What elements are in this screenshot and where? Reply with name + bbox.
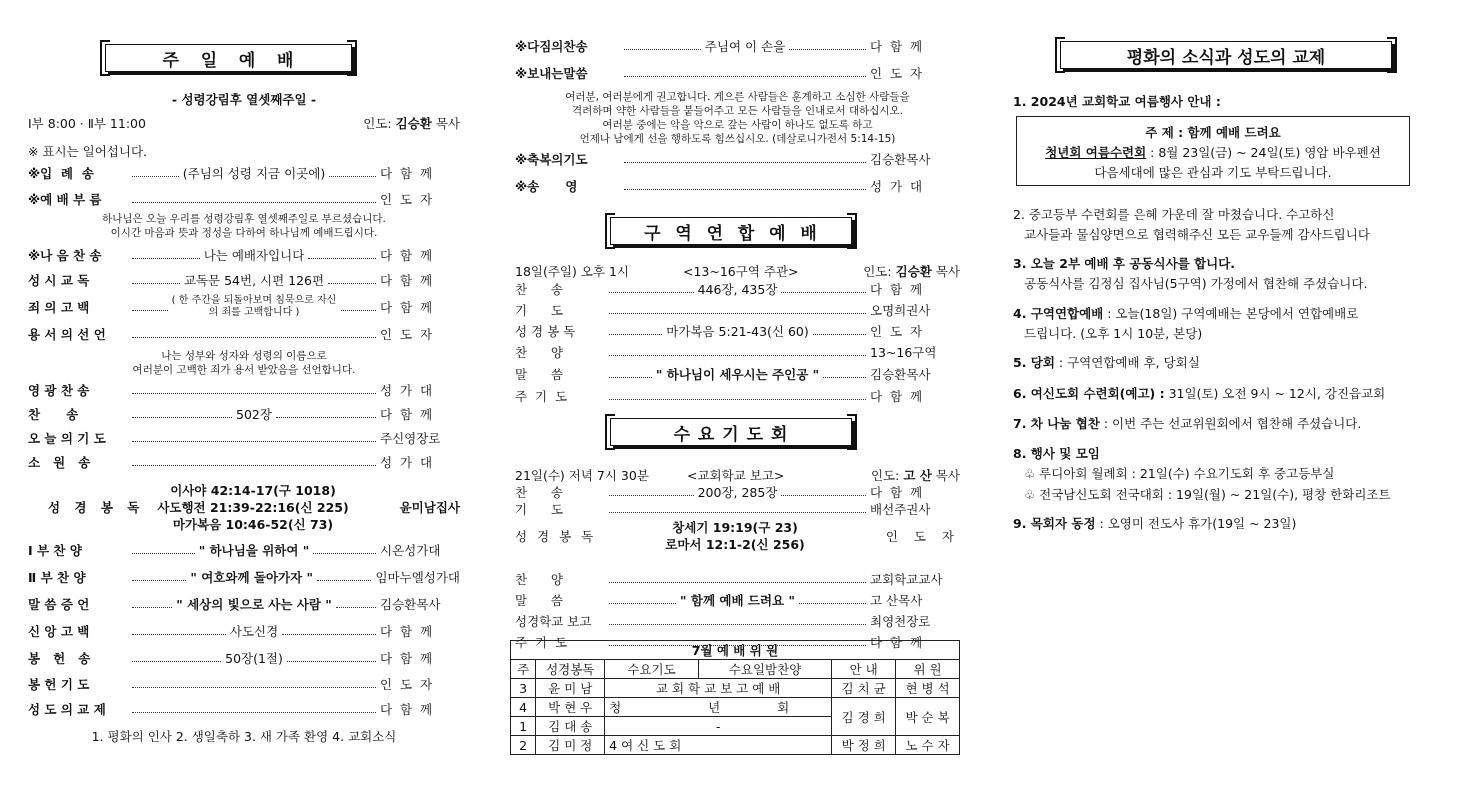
table-cell: 4 여 신 도 회	[605, 736, 832, 755]
news-6-text: 31일(토) 오전 9시 ~ 12시, 강진읍교회	[1164, 386, 1386, 401]
leader-name: 고 산	[903, 468, 932, 483]
standing-note: ※ 표시는 일어섭니다.	[28, 144, 147, 159]
table-cell: 김 경 희	[832, 698, 896, 736]
order-row	[515, 300, 960, 320]
order-row	[28, 621, 460, 641]
order-person: 다 함 께	[380, 300, 433, 315]
order-detail: 50장(1절)	[225, 651, 283, 666]
wednesday-reading-2: 로마서 12:1-2(신 256)	[665, 537, 805, 552]
order-row	[515, 386, 960, 406]
leader-dots	[799, 603, 866, 604]
order-label: 죄 의 고 백	[28, 300, 90, 315]
district-leader	[863, 262, 960, 280]
leader-dots	[781, 495, 866, 496]
order-detail: " 하나님을 위하여 "	[198, 543, 310, 558]
order-label: 봉 헌 송	[28, 651, 91, 666]
table-cell: 4	[511, 698, 536, 717]
order-label: ※예 배 부 름	[28, 192, 102, 207]
order-row	[28, 380, 460, 400]
leader-dots	[317, 580, 371, 581]
news-3-title: 3. 오늘 2부 예배 후 공동식사를 합니다.	[1013, 256, 1236, 271]
order-row	[28, 674, 460, 694]
order-row	[515, 176, 960, 196]
order-label: Ⅰ 부 찬 양	[28, 543, 82, 558]
leader-dots	[624, 49, 701, 50]
box-retreat	[1017, 143, 1409, 161]
leader-title: 목사	[935, 468, 960, 483]
order-row	[515, 499, 960, 519]
order-label: 봉 헌 기 도	[28, 677, 90, 692]
news-2b: 교사들과 물심양면으로 협력해주신 모든 교우들께 감사드립니다	[1024, 227, 1370, 242]
news-4-text: : 오늘(18일) 구역예배는 본당에서 연합예배로	[1103, 306, 1359, 321]
order-detail: 446장, 435장	[697, 282, 778, 297]
table-cell: 박 순 복	[896, 698, 960, 736]
order-label: 기 도	[515, 303, 563, 318]
leader-dots	[282, 634, 376, 635]
pardon-text-1: 나는 성부와 성자와 성령의 이름으로	[161, 350, 327, 362]
order-person: 다 함 께	[380, 624, 433, 639]
order-row	[515, 321, 960, 341]
order-person: 최영천장로	[870, 614, 931, 629]
order-label: ※입 례 송	[28, 166, 94, 181]
order-detail: 사도신경	[229, 624, 279, 639]
sending-text-3: 여러분 중에는 악을 악으로 갚는 사람이 하나도 없도록 하고	[602, 119, 873, 131]
summer-event-box	[1016, 116, 1410, 186]
order-row	[28, 324, 460, 344]
order-detail: 마가복음 5:21-43(신 60)	[666, 324, 809, 339]
order-label: 주 기 도	[515, 635, 568, 650]
leader-dots	[789, 49, 866, 50]
reading-who: 윤미남집사	[399, 500, 460, 515]
worship-committee-table	[510, 640, 960, 755]
order-row	[515, 364, 960, 384]
wednesday-reading-who: 인 도 자	[885, 529, 960, 544]
order-detail: " 함께 예배 드려요 "	[680, 593, 795, 608]
table-cell: 김 치 균	[832, 679, 896, 698]
header-cell: 안 내	[832, 660, 896, 679]
leader-dots	[132, 417, 232, 418]
news-5-title: 5. 당회	[1013, 355, 1055, 370]
order-row	[28, 189, 460, 209]
reading-2: 사도행전 21:39-22:16(신 225)	[157, 500, 349, 515]
table-cell	[605, 698, 832, 717]
order-label: 주 기 도	[515, 389, 568, 404]
news-banner	[1060, 41, 1392, 69]
order-label: 성 시 교 독	[28, 273, 90, 288]
call-text-1: 하나님은 오늘 우리를 성령강림후 열셋째주일로 부르셨습니다.	[102, 213, 386, 225]
order-person: 김승환목사	[870, 367, 931, 382]
order-label: ※송 영	[515, 179, 578, 194]
box-retreat-detail: : 8월 23일(금) ~ 24일(토) 영암 바우펜션	[1146, 145, 1381, 160]
order-label: Ⅱ 부 찬 양	[28, 570, 86, 585]
header-cell: 주	[511, 660, 536, 679]
leader-title: 목사	[935, 264, 960, 279]
table-row	[511, 698, 960, 717]
order-person: 다 함 께	[380, 702, 433, 717]
leader-dots	[132, 712, 376, 713]
order-label: 기 도	[515, 502, 563, 517]
order-detail: 교독문 54번, 시편 126편	[183, 273, 325, 288]
order-detail: 주님여 이 손을	[704, 39, 786, 54]
order-row	[515, 149, 960, 169]
order-label: 찬 송	[515, 485, 563, 500]
table-row	[511, 736, 960, 755]
leader-dots	[132, 258, 200, 259]
news-4b: 드립니다. (오후 1시 10분, 본당)	[1024, 326, 1203, 341]
order-row	[515, 342, 960, 362]
table-cell: 현 병 석	[896, 679, 960, 698]
table-cell: 교 회 학 교 보 고 예 배	[605, 679, 832, 698]
table-cell: 윤 미 남	[536, 679, 605, 698]
order-person: 인 도 자	[870, 324, 923, 339]
leader-dots	[609, 334, 662, 335]
table-cell: 김 대 송	[536, 717, 605, 736]
sending-text-1: 여러분, 여러분에게 권고합니다. 게으른 사람들은 훈계하고 소심한 사람들을	[565, 91, 910, 103]
order-person: 고 산목사	[870, 593, 923, 608]
order-row	[28, 297, 460, 317]
order-row	[28, 699, 460, 719]
leader-dots	[609, 377, 652, 378]
order-label: 성경학교 보고	[515, 614, 592, 629]
table-cell-part: 년	[708, 700, 721, 715]
order-person: 성 가 대	[870, 179, 923, 194]
table-cell: 김 미 정	[536, 736, 605, 755]
news-7-text: : 이번 주는 선교위원회에서 협찬해 주셨습니다.	[1099, 416, 1362, 431]
order-person: 성 가 대	[380, 455, 433, 470]
order-person: 다 함 께	[870, 485, 923, 500]
leader-dots	[609, 313, 866, 314]
order-person: 인 도 자	[380, 327, 433, 342]
leader-dots	[132, 607, 172, 608]
leader-dots	[329, 176, 376, 177]
table-cell: 2	[511, 736, 536, 755]
order-detail: " 하나님이 세우시는 주인공 "	[655, 367, 820, 382]
news-4-title: 4. 구역연합예배	[1013, 306, 1104, 321]
order-label: 영 광 찬 송	[28, 383, 90, 398]
order-label: 말 씀	[515, 593, 563, 608]
leader-dots	[609, 355, 866, 356]
leader-dots	[336, 607, 376, 608]
leader-dots	[609, 399, 866, 400]
order-label: 소 원 송	[28, 455, 91, 470]
wednesday-reading-1: 창세기 19:19(구 23)	[672, 520, 798, 535]
leader-dots	[132, 441, 376, 442]
order-detail: " 여호와께 돌아가자 "	[190, 570, 314, 585]
reading-label: 성 경 봉 독	[48, 500, 145, 515]
leader-dots	[132, 393, 376, 394]
fellowship-order: 1. 평화의 인사 2. 생일축하 3. 새 가족 환영 4. 교회소식	[91, 729, 397, 744]
order-detail: 나는 예배자입니다	[203, 248, 305, 263]
leader-dots	[609, 512, 866, 513]
leader-dots	[132, 310, 168, 311]
order-row	[515, 36, 960, 56]
leader-dots	[609, 624, 866, 625]
order-label: 찬 송	[515, 282, 563, 297]
order-row	[28, 594, 460, 614]
news-9	[1013, 514, 1296, 532]
order-label: 성 도 의 교 제	[28, 702, 106, 717]
leader-dots	[313, 553, 376, 554]
order-detail: 502장	[236, 407, 272, 422]
order-row	[28, 270, 460, 290]
order-row	[28, 540, 460, 560]
order-row	[28, 404, 460, 424]
order-person: 오명희권사	[870, 303, 931, 318]
order-person: 시온성가대	[380, 543, 441, 558]
wednesday-prayer-banner	[610, 418, 852, 446]
order-person: 다 함 께	[380, 248, 433, 263]
leader-dots	[624, 76, 866, 77]
order-label: 말 씀 증 언	[28, 597, 90, 612]
leader-label: 인도:	[363, 116, 392, 131]
order-person: 임마누엘성가대	[375, 570, 460, 585]
call-text-2: 이시간 마음과 뜻과 정성을 다하여 하나님께 예배드립시다.	[110, 227, 378, 239]
banner-text: 구 역 연 합 예 배	[644, 223, 818, 244]
leader-dots	[132, 337, 376, 338]
table-cell-part: 청	[609, 700, 622, 715]
leader-dots	[287, 661, 376, 662]
order-row	[28, 245, 460, 265]
news-6-title: 6. 여신도회 수련회(예고) :	[1013, 386, 1165, 401]
table-cell: 박 현 우	[536, 698, 605, 717]
order-label: 찬 양	[515, 572, 563, 587]
order-label: 신 앙 고 백	[28, 624, 90, 639]
news-8a: ♧ 루디아회 월례회 : 21일(수) 수요기도회 후 중고등부실	[1024, 466, 1335, 481]
wednesday-host: <교회학교 보고>	[687, 468, 785, 483]
district-time: 18일(주일) 오후 1시	[515, 264, 630, 279]
reading-1: 이사야 42:14-17(구 1018)	[170, 483, 336, 498]
order-person: 다 함 께	[380, 166, 433, 181]
order-person: 인 도 자	[380, 192, 433, 207]
order-person: 김승환목사	[870, 152, 931, 167]
order-label: 찬 송	[28, 407, 79, 422]
leader-name: 김승환	[395, 116, 432, 131]
leader-dots	[328, 283, 376, 284]
leader-dots	[276, 417, 376, 418]
district-worship-banner	[610, 217, 852, 245]
leader-dots	[132, 634, 226, 635]
order-label: 찬 양	[515, 345, 563, 360]
news-5	[1013, 353, 1200, 371]
order-label: 성 경 봉 독	[515, 324, 576, 339]
table-title: 7월 예 배 위 원	[511, 641, 960, 660]
table-cell: 1	[511, 717, 536, 736]
table-cell-part: 회	[777, 700, 790, 715]
order-row	[515, 279, 960, 299]
order-row	[515, 63, 960, 83]
header-cell: 성경봉독	[536, 660, 605, 679]
leader-dots	[132, 202, 376, 203]
news-9-text: : 오영미 전도사 휴가(19일 ~ 23일)	[1095, 516, 1297, 531]
leader-dots	[624, 162, 866, 163]
news-5-text: : 구역연합예배 후, 당회실	[1054, 355, 1200, 370]
order-person: 인 도 자	[870, 66, 923, 81]
leader	[363, 114, 460, 132]
leader-dots	[132, 580, 186, 581]
news-2a: 2. 중고등부 수련회를 은혜 가운데 잘 마쳤습니다. 수고하신	[1013, 207, 1335, 222]
news-3b: 공동식사를 김정심 집사님(5구역) 가정에서 협찬해 주셨습니다.	[1024, 276, 1368, 291]
table-row	[511, 679, 960, 698]
order-detail: 200장, 285장	[697, 485, 778, 500]
news-8b: ♧ 전국남신도회 전국대회 : 19일(월) ~ 21일(수), 평창 한화리조트	[1024, 487, 1391, 502]
leader-dots	[609, 292, 694, 293]
subtitle: - 성령강림후 열셋째주일 -	[171, 92, 317, 107]
leader-dots	[308, 258, 376, 259]
banner-text: 평화의 소식과 성도의 교제	[1126, 47, 1326, 68]
leader-dots	[132, 283, 180, 284]
leader-dots	[823, 377, 866, 378]
order-person: 교회학교교사	[870, 572, 943, 587]
pardon-text-2: 여러분이 고백한 죄가 용서 받았음을 선언합니다.	[132, 364, 356, 376]
order-row	[28, 452, 460, 472]
leader-title: 목사	[435, 116, 460, 131]
banner-text: 수 요 기 도 회	[673, 424, 789, 445]
order-row	[28, 567, 460, 587]
leader-dots	[132, 661, 221, 662]
wednesday-time: 21일(수) 저녁 7시 30분	[515, 468, 649, 483]
order-label: 말 씀	[515, 367, 563, 382]
leader-name: 김승환	[895, 264, 932, 279]
leader-dots	[609, 582, 866, 583]
order-detail: (주님의 성령 지금 이곳에)	[182, 166, 326, 181]
leader-label: 인도:	[863, 264, 892, 279]
leader-dots	[813, 334, 866, 335]
order-person: 13~16구역	[870, 345, 937, 360]
order-row	[28, 428, 460, 448]
leader-dots	[132, 465, 376, 466]
district-host: <13~16구역 주관>	[683, 264, 799, 279]
table-cell: 노 수 자	[896, 736, 960, 755]
order-person: 다 함 께	[380, 273, 433, 288]
leader-dots	[624, 189, 866, 190]
order-person: 배선주권사	[870, 502, 931, 517]
box-retreat-name: 청년회 여름수련회	[1045, 145, 1147, 160]
news-8-title: 8. 행사 및 모임	[1013, 446, 1100, 461]
order-label: 용 서 의 선 언	[28, 327, 106, 342]
order-person: 다 함 께	[870, 389, 923, 404]
sunday-worship-banner	[105, 44, 352, 72]
news-7	[1013, 414, 1361, 432]
order-row	[515, 569, 960, 589]
order-person: 다 함 께	[870, 39, 923, 54]
news-4a	[1013, 304, 1358, 322]
order-label: ※다짐의찬송	[515, 39, 588, 54]
header-cell: 수요일밤찬양	[698, 660, 831, 679]
table-cell: 박 정 희	[832, 736, 896, 755]
order-person: 인 도 자	[380, 677, 433, 692]
order-detail: " 세상의 빛으로 사는 사람 "	[176, 597, 332, 612]
table-cell: -	[605, 717, 832, 736]
news-7-title: 7. 차 나눔 협찬	[1013, 416, 1100, 431]
reading-3: 마가복음 10:46-52(신 73)	[172, 517, 334, 532]
leader-dots	[341, 310, 377, 311]
box-note: 다음세대에 많은 관심과 기도 부탁드립니다.	[1094, 165, 1332, 180]
news-6	[1013, 384, 1385, 402]
order-person: 주신영장로	[380, 431, 441, 446]
service-times: Ⅰ부 8:00 · Ⅱ부 11:00	[28, 116, 146, 131]
order-person: 다 함 께	[380, 651, 433, 666]
order-person: 성 가 대	[380, 383, 433, 398]
leader-dots	[132, 687, 376, 688]
leader-dots	[132, 553, 195, 554]
order-person: 다 함 께	[870, 635, 923, 650]
order-row	[515, 611, 960, 631]
news-9-title: 9. 목회자 동정	[1013, 516, 1096, 531]
leader-dots	[781, 292, 866, 293]
order-label: ※나 음 찬 송	[28, 248, 102, 263]
sending-text-2: 격려하며 약한 사람들을 붙들어주고 모든 사람들을 인내로서 대하십시오.	[572, 105, 903, 117]
sending-text-4: 언제나 남에게 선을 행하도록 힘쓰십시오. (데살로니가전서 5:14-15)	[579, 133, 896, 145]
table-header-row	[511, 660, 960, 679]
order-person: 다 함 께	[380, 407, 433, 422]
order-person: 다 함 께	[870, 282, 923, 297]
news-1-title: 1. 2024년 교회학교 여름행사 안내 :	[1013, 94, 1221, 109]
banner-text: 주 일 예 배	[162, 50, 295, 71]
order-person: 김승환목사	[380, 597, 441, 612]
order-row	[28, 648, 460, 668]
wednesday-reading-label: 성 경 봉 독	[515, 529, 597, 544]
box-theme: 주 제 : 함께 예배 드려요	[1145, 125, 1281, 140]
leader-dots	[609, 495, 694, 496]
order-label: ※보내는말씀	[515, 66, 588, 81]
table-cell: 3	[511, 679, 536, 698]
order-row	[28, 163, 460, 183]
header-cell: 수요기도	[605, 660, 699, 679]
order-detail: ( 한 주간을 되돌아보며 침묵으로 자신의 죄를 고백합니다 )	[171, 295, 337, 318]
order-label: ※축복의기도	[515, 152, 588, 167]
header-cell: 위 원	[896, 660, 960, 679]
leader-dots	[132, 176, 179, 177]
order-row	[515, 590, 960, 610]
leader-label: 인도:	[870, 468, 900, 483]
order-label: 오 늘 의 기 도	[28, 431, 106, 446]
leader-dots	[609, 603, 676, 604]
